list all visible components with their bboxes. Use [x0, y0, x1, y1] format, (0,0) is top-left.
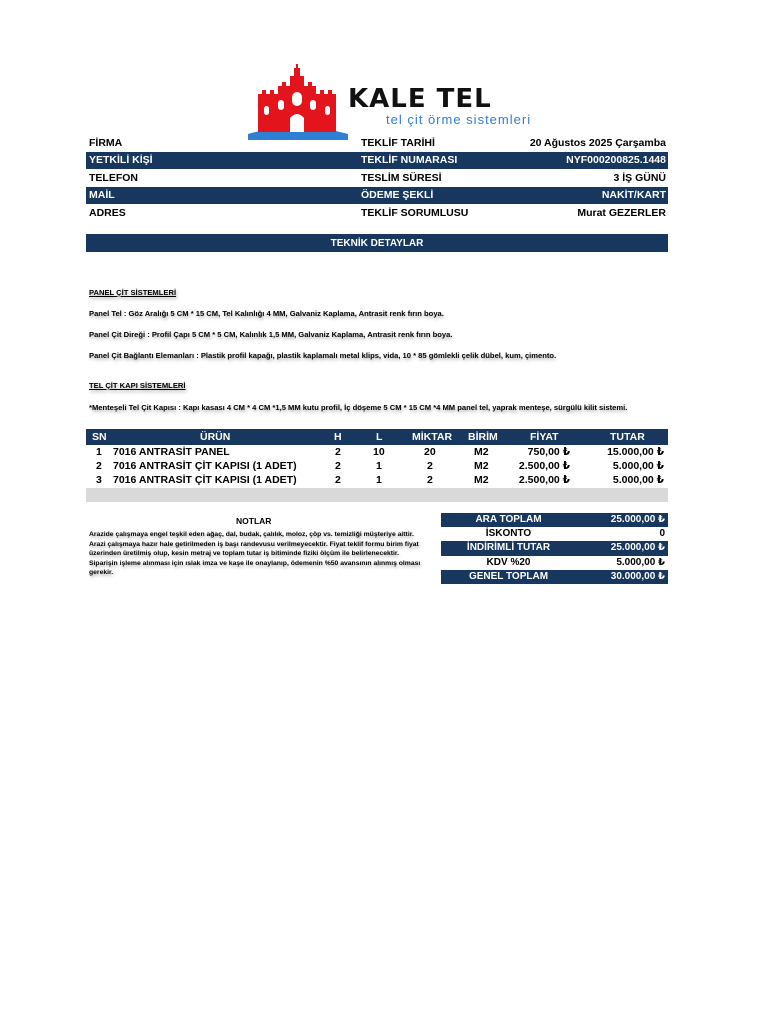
total-row-genel-toplam: [441, 570, 668, 584]
info-row-telefon: [86, 169, 668, 187]
total-label: GENEL TOPLAM: [468, 570, 549, 582]
info-value: Murat GEZERLER: [577, 206, 666, 219]
total-value: 25.000,00 ₺: [610, 514, 665, 525]
info-label: ÖDEME ŞEKLİ: [361, 189, 434, 202]
cell-birim: M2: [474, 460, 489, 472]
cell-sn: 1: [96, 446, 102, 458]
notes-text: Arazide çalışmaya engel teşkil eden ağaç, dal, budak, çalılık, moloz, çöp vs. temizliği müşteriye aittir. Arazi çalışmaya hazır hale getirilmeden iş başı randevusu verilmeyecektir. Fiyat teklif formu birim fiyat üzerinden üretilmiş olup, kesin metraj ve toplam tutar iş bitiminde fiziki ölçüm ile belirlenecektir. Siparişin işleme alınması için ıslak imza ve kaşe ile onaylanıp, ödemenin %50 avansının alınmış olması gerekir.: [89, 531, 421, 577]
col-header-fiyat: FİYAT: [530, 431, 559, 443]
totals-table: [441, 513, 668, 584]
info-row-yetkili: [86, 152, 668, 170]
cell-sn: 3: [96, 474, 102, 486]
cell-l: 10: [373, 446, 385, 458]
col-header-l: L: [376, 431, 383, 443]
products-table: [86, 429, 668, 502]
cell-birim: M2: [474, 446, 489, 458]
detail-line: Panel Çit Direği : Profil Çapı 5 CM * 5 CM, Kalınlık 1,5 MM, Galvaniz Kaplama, Antrasit renk fırın boya.: [89, 330, 453, 339]
info-label: ADRES: [89, 206, 126, 219]
products-header-row: [86, 429, 668, 445]
total-value: 30.000,00 ₺: [610, 570, 665, 582]
cell-fiyat: 750,00 ₺: [527, 446, 570, 458]
total-row-indirimli-tutar: [441, 541, 668, 555]
info-label: TEKLİF TARİHİ: [361, 136, 435, 149]
col-header-tutar: TUTAR: [610, 431, 645, 443]
cell-h: 2: [335, 474, 341, 486]
cell-tutar: 5.000,00 ₺: [612, 460, 664, 472]
total-value: 0: [659, 528, 665, 540]
total-row-kdv: [441, 556, 668, 570]
total-label: ARA TOPLAM: [475, 514, 542, 525]
cell-miktar: 2: [427, 474, 433, 486]
gate-systems-heading: TEL ÇİT KAPI SİSTEMLERİ: [89, 381, 186, 390]
total-value: 25.000,00 ₺: [610, 542, 665, 554]
panel-systems-heading: PANEL ÇİT SİSTEMLERİ: [89, 288, 177, 297]
total-row-ara-toplam: [441, 513, 668, 527]
company-logo: [248, 62, 558, 140]
total-label: İSKONTO: [485, 528, 532, 540]
info-label: TEKLİF SORUMLUSU: [361, 206, 469, 219]
total-label: İNDİRİMLİ TUTAR: [466, 542, 551, 554]
cell-urun: 7016 ANTRASİT ÇİT KAPISI (1 ADET): [113, 460, 297, 472]
col-header-miktar: MİKTAR: [412, 431, 453, 443]
castle-icon: [248, 62, 348, 140]
cell-l: 1: [376, 460, 382, 472]
info-label: TELEFON: [89, 171, 138, 184]
table-footer-band: [86, 488, 668, 502]
info-row-firma: [86, 134, 668, 152]
cell-urun: 7016 ANTRASİT PANEL: [113, 446, 230, 458]
cell-miktar: 2: [427, 460, 433, 472]
info-value: NYF000200825.1448: [566, 154, 666, 167]
detail-line: Panel Çit Bağlantı Elemanları : Plastik profil kapağı, plastik kaplamalı metal klips, vida, 10 * 85 gömlekli çelik dübel, kum, çimento.: [89, 351, 557, 360]
info-value: 3 İŞ GÜNÜ: [613, 171, 666, 184]
cell-sn: 2: [96, 460, 102, 472]
info-label: YETKİLİ KİŞİ: [89, 154, 153, 167]
col-header-h: H: [334, 431, 342, 443]
info-label: FİRMA: [89, 136, 123, 149]
technical-details-header: TEKNİK DETAYLAR: [86, 234, 668, 252]
total-row-iskonto: [441, 527, 668, 541]
notes-title: NOTLAR: [236, 516, 272, 526]
cell-h: 2: [335, 460, 341, 472]
detail-line: Panel Tel : Göz Aralığı 5 CM * 15 CM, Tel Kalınlığı 4 MM, Galvaniz Kaplama, Antrasit renk fırın boya.: [89, 309, 444, 318]
table-row: [86, 473, 668, 487]
info-value: NAKİT/KART: [601, 189, 666, 202]
cell-miktar: 20: [424, 446, 436, 458]
cell-fiyat: 2.500,00 ₺: [518, 474, 570, 486]
cell-h: 2: [335, 446, 341, 458]
info-label: TESLİM SÜRESİ: [361, 171, 442, 184]
cell-fiyat: 2.500,00 ₺: [518, 460, 570, 472]
table-row: [86, 459, 668, 473]
info-label: MAİL: [89, 189, 115, 202]
cell-urun: 7016 ANTRASİT ÇİT KAPISI (1 ADET): [113, 474, 297, 486]
cell-tutar: 15.000,00 ₺: [607, 446, 664, 458]
col-header-birim: BİRİM: [468, 431, 498, 443]
col-header-urun: ÜRÜN: [200, 431, 231, 443]
total-value: 5.000,00 ₺: [616, 556, 665, 568]
info-label: TEKLİF NUMARASI: [361, 154, 458, 167]
table-row: [86, 445, 668, 459]
info-value: 20 Ağustos 2025 Çarşamba: [529, 136, 666, 149]
cell-birim: M2: [474, 474, 489, 486]
brand-name: KALE TEL: [348, 84, 492, 114]
info-row-mail: [86, 187, 668, 205]
cell-tutar: 5.000,00 ₺: [612, 474, 664, 486]
total-label: KDV %20: [486, 556, 531, 568]
info-row-adres: [86, 204, 668, 222]
offer-info-table: [86, 134, 668, 222]
brand-slogan: tel çit örme sistemleri: [386, 112, 532, 127]
col-header-sn: SN: [92, 431, 107, 443]
cell-l: 1: [376, 474, 382, 486]
detail-line: *Menteşeli Tel Çit Kapısı : Kapı kasası 4 CM * 4 CM *1,5 MM kutu profil, İç döşeme 5 CM * 15 CM *4 MM panel tel, yaprak menteşe, sürgülü kilit sistemi.: [89, 403, 628, 412]
